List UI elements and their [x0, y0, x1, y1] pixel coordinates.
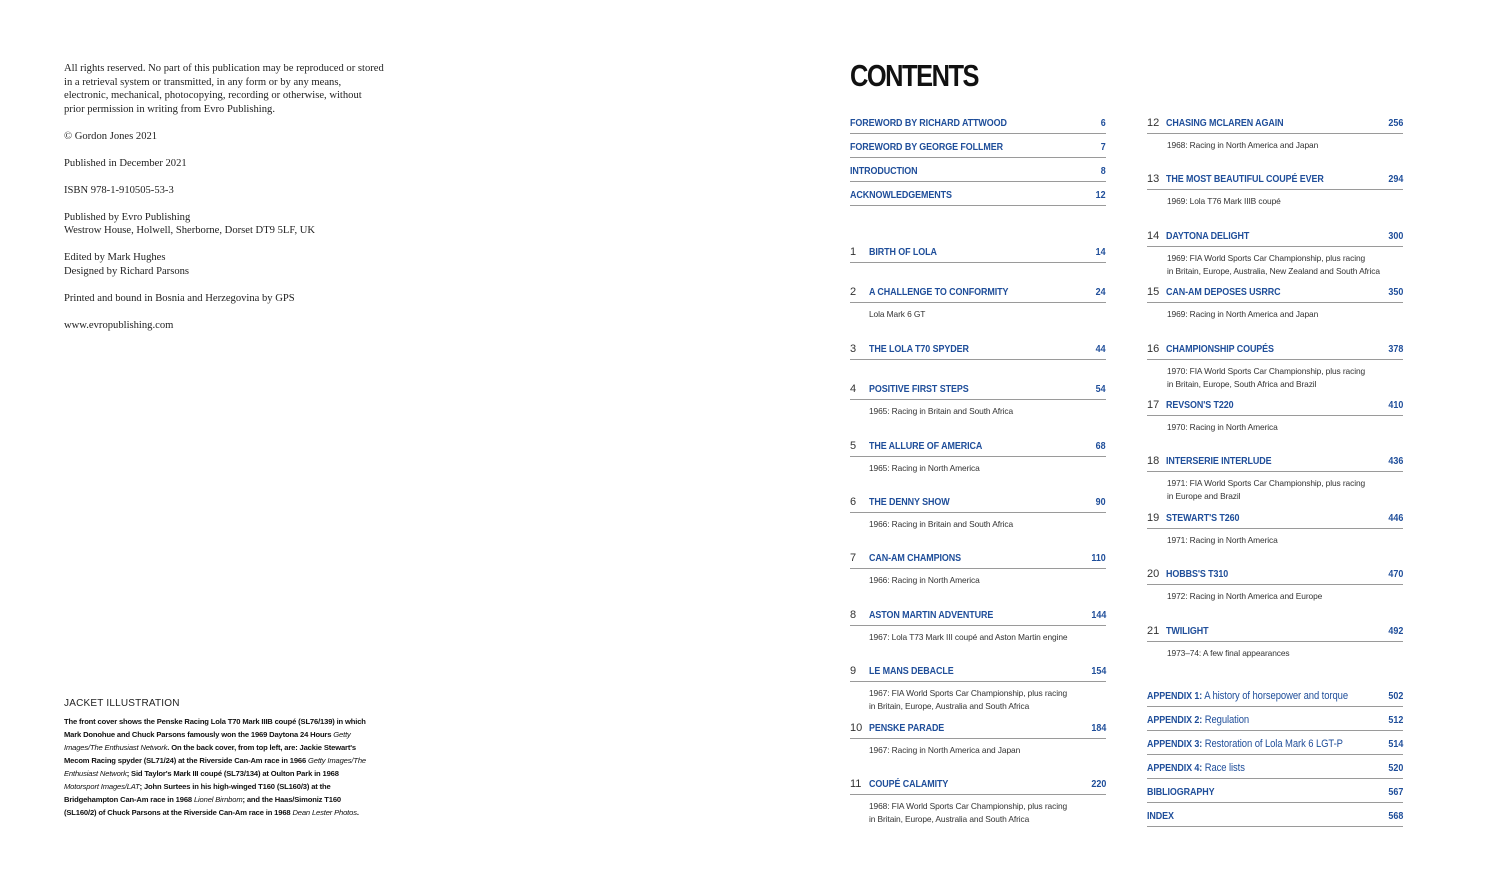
- jacket-text: [64, 715, 374, 819]
- photo-credit: Lionel Birnbom: [193, 795, 243, 804]
- chapter-subtitle: 1970: FIA World Sports Car Championship, plus racing in Britain, Europe, South Africa and Brazil: [1167, 366, 1366, 389]
- toc-entry-title: ACKNOWLEDGEMENTS: [850, 190, 952, 201]
- toc-page-number: 502: [1388, 691, 1403, 702]
- chapter-title: TWILIGHT: [1166, 626, 1209, 637]
- toc-chapter-entry[interactable]: [1147, 286, 1403, 303]
- chapter-title: THE MOST BEAUTIFUL COUPÉ EVER: [1166, 174, 1324, 185]
- chapter-subtitle: 1971: FIA World Sports Car Championship, plus racing in Europe and Brazil: [1167, 478, 1366, 501]
- jacket-text-part: The front cover shows the Penske Racing Lola T70 Mark IIIB coupé (SL76/139) in which Mark Donohue and Chuck Parsons famously won the 1969 Daytona 24 Hours: [64, 717, 366, 739]
- toc-page-number: 220: [1091, 779, 1106, 790]
- chapter-subtitle: 1965: Racing in Britain and South Africa: [869, 406, 1014, 416]
- toc-page-number: 6: [1101, 118, 1106, 129]
- chapter-number: 8: [850, 609, 857, 621]
- chapter-number: 7: [850, 552, 857, 564]
- toc-chapter-entry[interactable]: [1147, 230, 1403, 247]
- appendix-label: APPENDIX 3:: [1147, 739, 1203, 750]
- toc-chapter-entry[interactable]: [1147, 568, 1403, 585]
- photo-credit: Getty Images/The Enthusiast Network: [64, 756, 366, 778]
- chapter-subtitle: 1968: FIA World Sports Car Championship, plus racing in Britain, Europe, Australia and South Africa: [869, 801, 1068, 824]
- toc-chapter-entry[interactable]: [850, 778, 1106, 795]
- imprint-paragraph: Edited by Mark Hughes Designed by Richard Parsons: [64, 252, 190, 277]
- chapter-subtitle: 1972: Racing in North America and Europe: [1167, 591, 1323, 601]
- toc-chapter-entry[interactable]: [1147, 399, 1403, 416]
- toc-chapter-entry[interactable]: [1147, 117, 1403, 134]
- chapter-title: PENSKE PARADE: [869, 723, 945, 734]
- appendix-title: [1147, 690, 1348, 702]
- toc-page-number: 68: [1096, 441, 1106, 452]
- appendix-label: APPENDIX 2:: [1147, 715, 1203, 726]
- toc-page-number: 300: [1388, 231, 1403, 242]
- chapter-subtitle: 1969: Lola T76 Mark IIIB coupé: [1167, 196, 1281, 206]
- photo-credit: Dean Lester Photos: [292, 808, 357, 817]
- toc-entry[interactable]: [850, 189, 1106, 206]
- chapter-number: 13: [1147, 173, 1160, 185]
- toc-appendix-entry[interactable]: [1147, 714, 1403, 731]
- chapter-number: 17: [1147, 399, 1160, 411]
- toc-appendix-entry[interactable]: [1147, 690, 1403, 707]
- appendix-description: Regulation: [1202, 714, 1250, 726]
- toc-page-number: 567: [1388, 787, 1403, 798]
- toc-entry[interactable]: [850, 165, 1106, 182]
- chapter-number: 9: [850, 665, 857, 677]
- imprint-paragraph: Printed and bound in Bosnia and Herzegovina by GPS: [64, 292, 295, 304]
- toc-chapter-entry[interactable]: [1147, 512, 1403, 529]
- imprint-paragraph: Published in December 2021: [64, 157, 187, 169]
- chapter-title: BIRTH OF LOLA: [869, 247, 937, 258]
- chapter-title: INTERSERIE INTERLUDE: [1166, 456, 1272, 467]
- appendix-label: APPENDIX 4:: [1147, 763, 1203, 774]
- toc-chapter-entry[interactable]: [850, 496, 1106, 513]
- appendix-title: [1147, 714, 1249, 726]
- jacket-text-part: ; John Surtees in his high-winged T160 (SL160/3) at the Bridgehampton Can-Am race in 1968: [64, 782, 331, 804]
- chapter-subtitle: 1971: Racing in North America: [1167, 535, 1278, 545]
- appendix-title: [1147, 787, 1214, 798]
- chapter-title: REVSON'S T220: [1166, 400, 1234, 411]
- chapter-number: 15: [1147, 286, 1160, 298]
- toc-page-number: 90: [1096, 497, 1106, 508]
- chapter-number: 5: [850, 440, 857, 452]
- toc-page-number: 492: [1388, 626, 1403, 637]
- appendix-label: BIBLIOGRAPHY: [1147, 787, 1215, 798]
- toc-entry-title: FOREWORD BY RICHARD ATTWOOD: [850, 118, 1007, 129]
- toc-appendix-entry[interactable]: [1147, 762, 1403, 779]
- chapter-subtitle: Lola Mark 6 GT: [869, 309, 926, 319]
- toc-appendix-entry[interactable]: [1147, 810, 1403, 827]
- toc-page-number: 154: [1091, 666, 1106, 677]
- toc-chapter-entry[interactable]: [850, 286, 1106, 303]
- chapter-number: 11: [850, 778, 862, 790]
- chapter-subtitle: 1967: FIA World Sports Car Championship, plus racing in Britain, Europe, Australia and South Africa: [869, 688, 1068, 711]
- toc-page-number: 54: [1096, 384, 1106, 395]
- chapter-number: 6: [850, 496, 857, 508]
- toc-page-number: 446: [1388, 513, 1403, 524]
- toc-chapter-entry[interactable]: [1147, 173, 1403, 190]
- chapter-number: 20: [1147, 568, 1160, 580]
- appendix-description: Restoration of Lola Mark 6 LGT-P: [1202, 738, 1343, 750]
- toc-chapter-entry[interactable]: [850, 609, 1106, 626]
- chapter-title: POSITIVE FIRST STEPS: [869, 384, 969, 395]
- toc-entry-title: FOREWORD BY GEORGE FOLLMER: [850, 142, 1003, 153]
- toc-page-number: 514: [1388, 739, 1403, 750]
- chapter-subtitle: 1967: Racing in North America and Japan: [869, 745, 1021, 755]
- appendix-title: [1147, 738, 1343, 750]
- chapter-title: CAN-AM DEPOSES USRRC: [1166, 287, 1281, 298]
- chapter-title: STEWART'S T260: [1166, 513, 1240, 524]
- chapter-number: 21: [1147, 625, 1160, 637]
- chapter-number: 14: [1147, 230, 1160, 242]
- chapter-subtitle: 1966: Racing in Britain and South Africa: [869, 519, 1014, 529]
- jacket-text-part: .: [356, 808, 359, 817]
- toc-entry-title: INTRODUCTION: [850, 166, 918, 177]
- chapter-title: DAYTONA DELIGHT: [1166, 231, 1250, 242]
- chapter-title: HOBBS'S T310: [1166, 569, 1229, 580]
- chapter-number: 16: [1147, 343, 1160, 355]
- jacket-heading: JACKET ILLUSTRATION: [64, 698, 180, 709]
- toc-entry[interactable]: [850, 117, 1106, 134]
- toc-chapter-entry[interactable]: [850, 552, 1106, 569]
- chapter-subtitle: 1968: Racing in North America and Japan: [1167, 140, 1319, 150]
- photo-credit: Motorsport Images/LAT: [64, 782, 140, 791]
- appendix-title: [1147, 811, 1174, 822]
- chapter-title: CHAMPIONSHIP COUPÉS: [1166, 344, 1274, 355]
- toc-chapter-entry[interactable]: [850, 665, 1106, 682]
- chapter-title: CAN-AM CHAMPIONS: [869, 553, 961, 564]
- appendix-label: APPENDIX 1:: [1147, 691, 1203, 702]
- toc-chapter-entry[interactable]: [1147, 455, 1403, 472]
- toc-entry[interactable]: [850, 141, 1106, 158]
- toc-appendix-entry[interactable]: [1147, 738, 1403, 755]
- chapter-subtitle: 1970: Racing in North America: [1167, 422, 1278, 432]
- toc-chapter-entry[interactable]: [850, 722, 1106, 739]
- toc-page-number: 14: [1096, 247, 1106, 258]
- toc-page-number: 184: [1091, 723, 1106, 734]
- photo-credit: Getty Images/The Enthusiast Network: [64, 730, 351, 752]
- appendix-title: [1147, 762, 1245, 774]
- toc-page-number: 294: [1388, 174, 1403, 185]
- toc-page-number: 470: [1388, 569, 1403, 580]
- toc-page-number: 110: [1091, 553, 1106, 564]
- chapter-subtitle: 1967: Lola T73 Mark III coupé and Aston Martin engine: [869, 632, 1068, 642]
- jacket-text-part: ; and the Haas/Simoniz T160 (SL160/2) of Chuck Parsons at the Riverside Can-Am race in 1968: [64, 795, 341, 817]
- toc-chapter-entry[interactable]: [1147, 625, 1403, 642]
- chapter-title: THE ALLURE OF AMERICA: [869, 441, 983, 452]
- toc-page-number: 436: [1388, 456, 1403, 467]
- chapter-title: THE LOLA T70 SPYDER: [869, 344, 969, 355]
- appendix-description: A history of horsepower and torque: [1202, 690, 1348, 702]
- jacket-text-part: ; Sid Taylor's Mark III coupé (SL73/134) at Oulton Park in 1968: [126, 769, 339, 778]
- jacket-illustration: [64, 698, 374, 819]
- chapter-number: 3: [850, 343, 857, 355]
- chapter-subtitle: 1965: Racing in North America: [869, 463, 980, 473]
- chapter-title: ASTON MARTIN ADVENTURE: [869, 610, 994, 621]
- toc-page-number: 12: [1096, 190, 1106, 201]
- chapter-number: 10: [850, 722, 863, 734]
- appendix-label: INDEX: [1147, 811, 1174, 822]
- chapter-title: CHASING MCLAREN AGAIN: [1166, 118, 1284, 129]
- chapter-title: A CHALLENGE TO CONFORMITY: [869, 287, 1009, 298]
- chapter-title: LE MANS DEBACLE: [869, 666, 954, 677]
- toc-page-number: 568: [1388, 811, 1403, 822]
- toc-chapter-entry[interactable]: [850, 440, 1106, 457]
- imprint-paragraph: All rights reserved. No part of this publication may be reproduced or stored in a retrieval system or transmitted, in any form or by any means, electronic, mechanical, photocopying, recording or otherwise, without prior permission in writing from Evro Publishing.: [64, 63, 384, 115]
- toc-chapter-entry[interactable]: [850, 383, 1106, 400]
- toc-page-number: 44: [1096, 344, 1106, 355]
- toc-page-number: 256: [1388, 118, 1403, 129]
- toc-chapter-entry[interactable]: [1147, 343, 1403, 360]
- chapter-subtitle: 1966: Racing in North America: [869, 575, 980, 585]
- toc-page-number: 410: [1388, 400, 1403, 411]
- chapter-subtitle: 1969: FIA World Sports Car Championship, plus racing in Britain, Europe, Australia, New Zealand and South Africa: [1167, 253, 1380, 276]
- toc-page-number: 512: [1388, 715, 1403, 726]
- chapter-number: 2: [850, 286, 857, 298]
- toc-chapter-entry[interactable]: [850, 343, 1106, 360]
- chapter-title: COUPÉ CALAMITY: [869, 779, 949, 790]
- toc-page-number: 144: [1091, 610, 1106, 621]
- appendix-description: Race lists: [1202, 762, 1245, 774]
- chapter-number: 12: [1147, 117, 1160, 129]
- imprint-paragraph: © Gordon Jones 2021: [64, 130, 158, 142]
- chapter-number: 19: [1147, 512, 1160, 524]
- contents-title: CONTENTS: [850, 58, 979, 93]
- imprint-paragraph: ISBN 978-1-910505-53-3: [64, 184, 174, 196]
- chapter-subtitle: 1969: Racing in North America and Japan: [1167, 309, 1319, 319]
- toc-page-number: 520: [1388, 763, 1403, 774]
- toc-page-number: 7: [1101, 142, 1106, 153]
- chapter-subtitle: 1973–74: A few final appearances: [1167, 648, 1290, 658]
- chapter-number: 4: [850, 383, 857, 395]
- toc-appendix-entry[interactable]: [1147, 786, 1403, 803]
- chapter-title: THE DENNY SHOW: [869, 497, 950, 508]
- imprint-paragraph: Published by Evro Publishing Westrow House, Holwell, Sherborne, Dorset DT9 5LF, UK: [64, 211, 316, 236]
- toc-page-number: 24: [1096, 287, 1106, 298]
- toc-page-number: 8: [1101, 166, 1106, 177]
- toc-page-number: 350: [1388, 287, 1403, 298]
- toc-page-number: 378: [1388, 344, 1403, 355]
- chapter-number: 1: [850, 246, 857, 258]
- toc-chapter-entry[interactable]: [850, 246, 1106, 263]
- imprint-paragraph[interactable]: www.evropublishing.com: [64, 319, 174, 331]
- imprint-block: [64, 62, 384, 346]
- chapter-number: 18: [1147, 455, 1160, 467]
- jacket-text-part: . On the back cover, from top left, are: Jackie Stewart's Mecom Racing spyder (SL71/24) at the Riverside Can-Am race in 1966: [64, 743, 356, 765]
